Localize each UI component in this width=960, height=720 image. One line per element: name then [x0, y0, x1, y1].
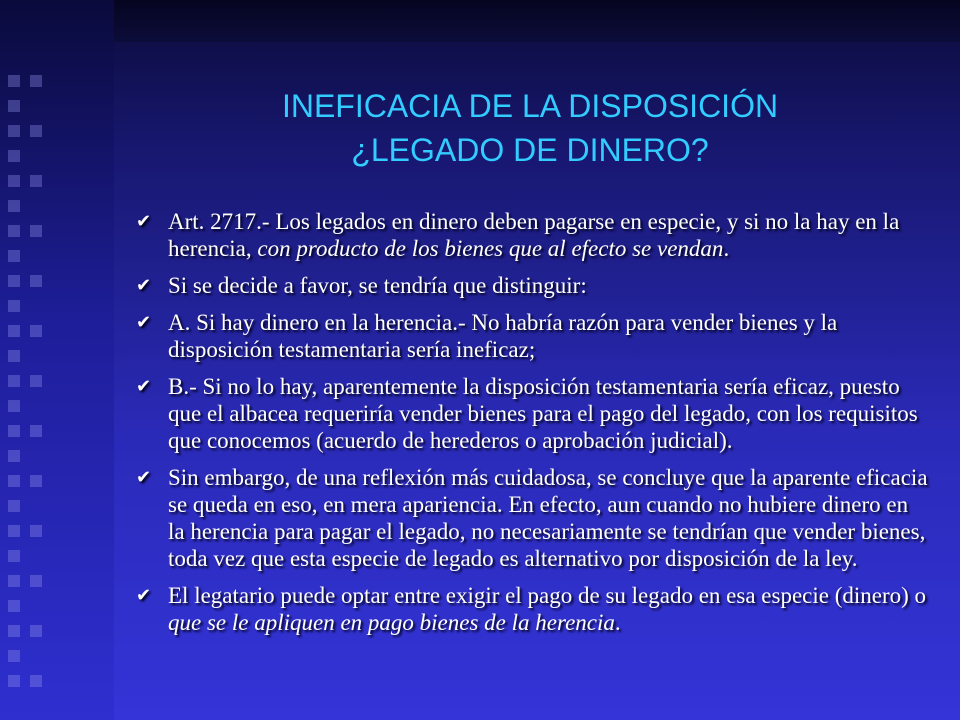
bullet-text: Sin embargo, de una reflexión más cuidadosa, se concluye que la aparente eficacia se queda en eso, en mera apariencia. En efecto, aun cuando no hubiere dinero en la herencia para pagar el legado, no necesariamente se tendrían que vender bienes, toda vez que esta especie de legado es alternativo por disposición de la ley. — [168, 465, 928, 571]
title-line-2: ¿LEGADO DE DINERO? — [351, 132, 709, 168]
bullet-italic: con producto de los bienes que al efecto se vendan — [257, 236, 724, 261]
slide-title — [130, 84, 930, 172]
check-icon: ✔ — [136, 211, 152, 232]
check-icon: ✔ — [136, 312, 152, 333]
bullet-text: El legatario puede optar entre exigir el pago de su legado en esa especie (dinero) o — [168, 583, 927, 608]
bullet-item — [130, 309, 930, 363]
bullet-text: A. Si hay dinero en la herencia.- No habría razón para vender bienes y la disposición testamentaria sería ineficaz; — [168, 310, 838, 362]
bullet-item — [130, 464, 930, 572]
bullet-end: . — [723, 236, 730, 261]
bullet-text: Si se decide a favor, se tendría que distinguir: — [168, 273, 587, 298]
top-band — [0, 0, 960, 42]
bullet-text: Art. 2717.- Los legados en dinero deben pagarse en especie, y si no la hay en la herencia, — [168, 209, 900, 261]
check-icon: ✔ — [136, 467, 152, 488]
bullet-list — [130, 208, 930, 646]
bullet-end: . — [614, 610, 621, 635]
check-icon: ✔ — [136, 376, 152, 397]
bullet-item — [130, 208, 930, 262]
bullet-italic: que se le apliquen en pago bienes de la herencia — [168, 610, 615, 635]
bullet-item — [130, 373, 930, 454]
bullet-item — [130, 582, 930, 636]
check-icon: ✔ — [136, 275, 152, 296]
check-icon: ✔ — [136, 585, 152, 606]
title-line-1: INEFICACIA DE LA DISPOSICIÓN — [281, 88, 779, 124]
decorative-squares — [0, 0, 114, 720]
bullet-item — [130, 272, 930, 299]
bullet-text: B.- Si no lo hay, aparentemente la disposición testamentaria sería eficaz, puesto que el albacea requeriría vender bienes para el pago del legado, con los requisitos que conocemos (acuerdo de herederos o aprobación judicial). — [168, 374, 918, 453]
